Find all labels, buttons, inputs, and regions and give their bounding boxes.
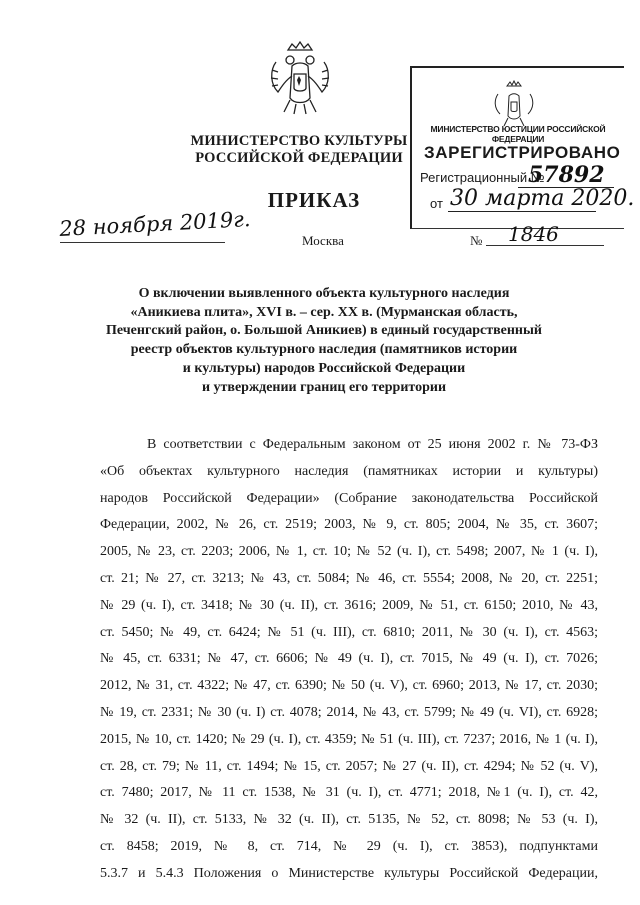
stamp-ministry-label: МИНИСТЕРСТВО ЮСТИЦИИ РОССИЙСКОЙ ФЕДЕРАЦИИ — [430, 124, 606, 144]
body-line: ст. 21; № 27, ст. 3213; № 43, ст. 5084; № 46, ст. 5554; 2008, № 20, ст. 2251; — [100, 570, 598, 586]
order-number-sign: № — [470, 233, 483, 248]
order-city: Москва — [302, 233, 344, 248]
subject-line: и утверждении границ его территории — [201, 379, 447, 395]
subject-line: О включении выявленного объекта культурного наследия — [138, 286, 510, 301]
subject-line: «Аникиева плита», XVI в. – сер. XX в. (Мурманская область, — [130, 304, 518, 320]
stamp-date-underline — [448, 211, 596, 212]
body-line: 5.3.7 и 5.4.3 Положения о Министерстве культуры Российской Федерации, — [100, 865, 598, 881]
body-line: народов Российской Федерации» (Собрание законодательства Российской — [100, 490, 598, 506]
body-line: 2015, № 10, ст. 1420; № 29 (ч. I), ст. 4359; № 51 (ч. III), ст. 7237; 2016, № 1 (ч. I), — [100, 731, 598, 747]
subject-line: и культуры) народов Российской Федерации — [182, 360, 466, 376]
stamp-registration-number: 57892 — [528, 162, 605, 188]
body-line: № 45, ст. 6331; № 47, ст. 6606; № 49 (ч. I), ст. 7015, № 49 (ч. I), ст. 7026; — [100, 651, 598, 667]
order-date: 28 ноября 2019г. — [58, 207, 252, 241]
ministry-line-1: МИНИСТЕРСТВО КУЛЬТУРЫ — [190, 133, 408, 149]
body-line: В соответствии с Федеральным законом от 25 июня 2002 г. № 73-ФЗ — [147, 437, 598, 452]
order-number-underline — [486, 245, 604, 246]
order-number: 1846 — [508, 222, 559, 246]
body-line: ст. 28, ст. 79; № 11, ст. 1494; № 15, ст. 2057; № 27 (ч. II), ст. 4294; № 52 (ч. V), — [100, 758, 598, 774]
ministry-name — [170, 133, 428, 167]
coat-of-arms-emblem — [266, 40, 334, 122]
body-line: 2005, № 23, ст. 2203; 2006, № 1, ст. 10; № 52 (ч. I), ст. 5498; 2007, № 1 (ч. I), — [100, 544, 598, 560]
order-date-underline — [60, 242, 225, 243]
body-line: № 19, ст. 2331; № 30 (ч. I) ст. 4078; 2014, № 43, ст. 5799; № 49 (ч. VI), ст. 6928; — [100, 704, 598, 720]
body-line: № 32 (ч. II), ст. 5133, № 32 (ч. II), ст. 5135, № 52, ст. 8098; № 53 (ч. I), — [100, 812, 598, 828]
subject-line: Печенгский район, о. Большой Аникиев) в единый государственный — [106, 323, 542, 339]
order-subject — [100, 285, 548, 397]
stamp-date: 30 марта 2020. — [450, 186, 635, 211]
stamp-date-label: от — [430, 196, 443, 211]
stamp-emblem — [492, 80, 536, 130]
stamp-registration-label: Регистрационный № — [420, 170, 545, 185]
body-line: ст. 5450; № 49, ст. 6424; № 51 (ч. III), ст. 6810; 2011, № 30 (ч. I), ст. 4563; — [100, 624, 598, 640]
order-body-paragraph — [100, 432, 598, 888]
document-title: ПРИКАЗ — [267, 188, 361, 212]
stamp-status: ЗАРЕГИСТРИРОВАНО — [424, 143, 621, 162]
body-line: ст. 7480; 2017, № 11 ст. 1538, № 31 (ч. I), ст. 4771; 2018, №1 (ч. I), ст. 42, — [100, 785, 598, 801]
body-line: «Об объектах культурного наследия (памятниках истории и культуры) — [100, 463, 598, 479]
body-line: 2012, № 31, ст. 4322; № 47, ст. 6390; № 50 (ч. V), ст. 6960; 2013, № 17, ст. 2030; — [100, 678, 598, 694]
body-line: Федерации, 2002, № 26, ст. 2519; 2003, № 9, ст. 805; 2004, № 35, ст. 3607; — [100, 517, 598, 533]
body-line: № 29 (ч. I), ст. 3418; № 30 (ч. II), ст. 3616; 2009, № 51, ст. 6150; 2010, № 43, — [100, 597, 598, 613]
subject-line: реестр объектов культурного наследия (памятников истории — [130, 342, 518, 358]
body-line: ст. 8458; 2019, № 8, ст. 714, № 29 (ч. I), ст. 3853), подпунктами — [100, 838, 598, 854]
ministry-line-2: РОССИЙСКОЙ ФЕДЕРАЦИИ — [195, 150, 403, 166]
